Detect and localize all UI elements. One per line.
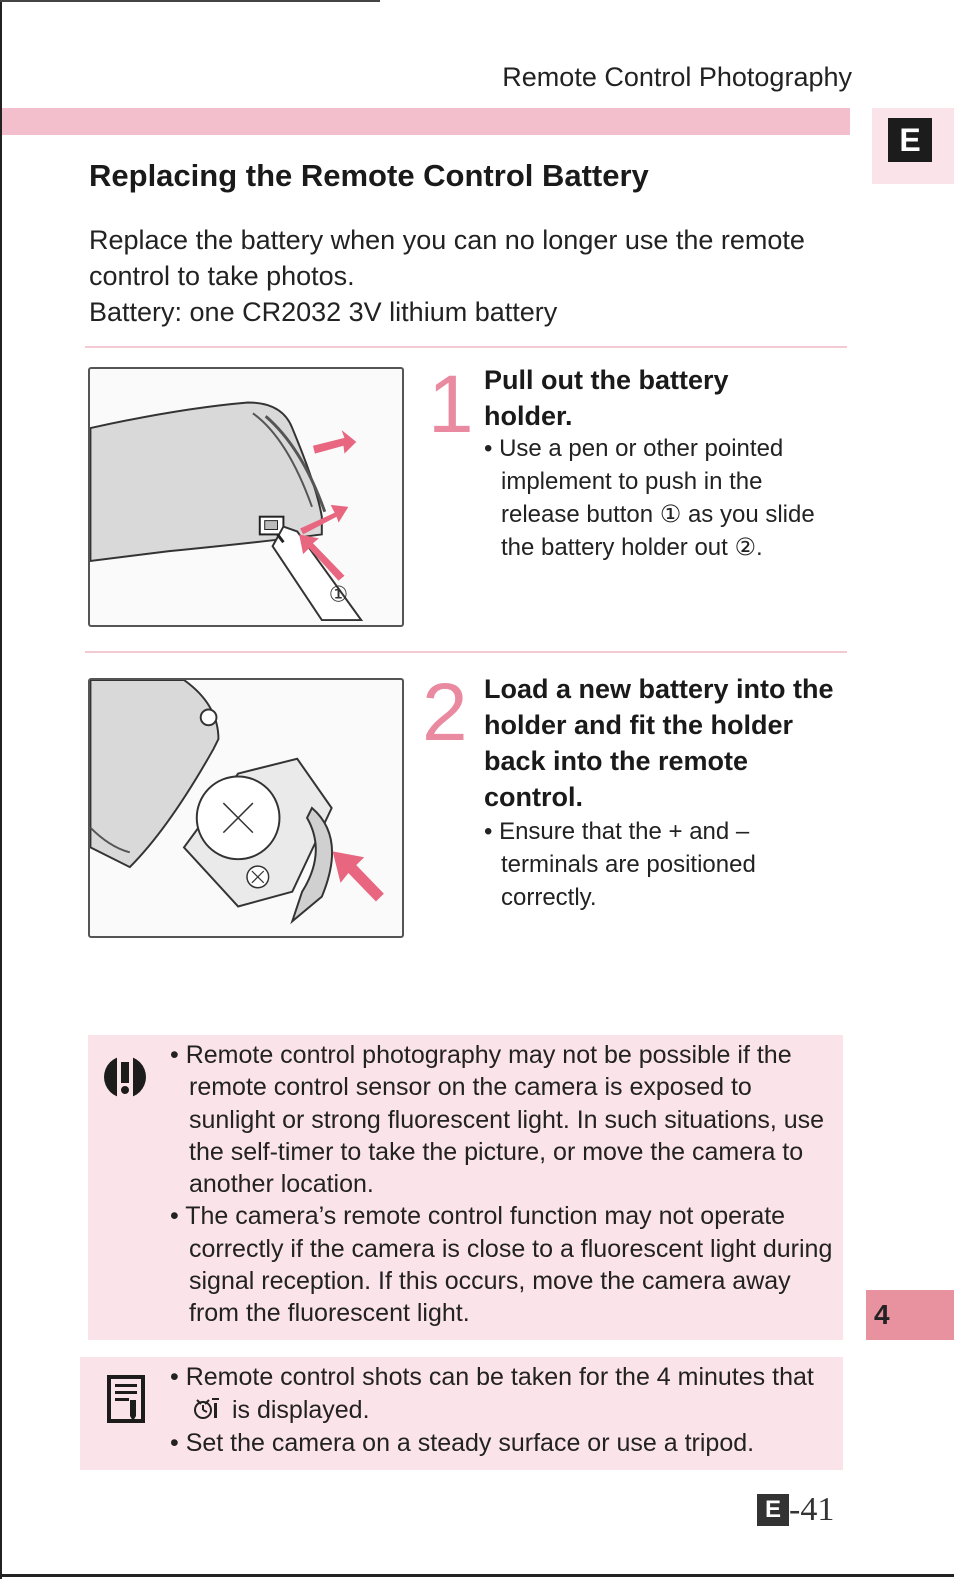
step-2-illustration	[88, 678, 404, 938]
running-header: Remote Control Photography	[502, 62, 852, 92]
note-item	[170, 1361, 842, 1427]
step-2-title: Load a new battery into the holder and fit the holder back into the remote control.	[484, 674, 834, 812]
page-edge-top	[0, 0, 380, 2]
divider	[85, 346, 847, 348]
remote-timer-icon	[193, 1397, 221, 1421]
intro-line: Replace the battery when you can no longer use the remote control to take photos.	[89, 225, 805, 291]
insert-arrow	[333, 851, 384, 901]
section-title: Replacing the Remote Control Battery	[89, 158, 649, 193]
step-2-bullet-text: • Ensure that the + and – terminals are positioned correctly.	[484, 818, 756, 911]
battery-loading-drawing	[90, 680, 402, 936]
step-1-bullet	[484, 432, 824, 564]
language-tab: E	[888, 118, 932, 162]
step-1-bullet-text: • Use a pen or other pointed implement to push in the release button ① as you slide the battery holder out ②.	[484, 435, 815, 561]
intro-text	[89, 222, 829, 330]
page-number-value: -41	[789, 1491, 835, 1528]
callout-1: ①	[328, 582, 349, 608]
divider	[85, 651, 847, 653]
slide-out-arrow	[313, 430, 356, 454]
note-item: • Set the camera on a steady surface or use a tripod.	[170, 1429, 755, 1457]
note-item-text: • Remote control shots can be taken for the 4 minutes that	[170, 1363, 814, 1391]
note-list	[170, 1361, 842, 1460]
remote-battery-holder-drawing	[90, 369, 402, 625]
step-2-bullet	[484, 815, 809, 914]
page-edge-left	[0, 0, 2, 1579]
caution-list	[170, 1039, 842, 1330]
page-letter: E	[757, 1494, 789, 1526]
page-number	[757, 1490, 834, 1530]
step-1-title: Pull out the battery holder.	[484, 365, 729, 431]
caution-item: • Remote control photography may not be possible if the remote control sensor on the camera is exposed to sunlight or strong fluorescent light. In such situations, use the self-timer to take the picture, or move the camera to another location.	[170, 1041, 825, 1199]
caution-item: • The camera’s remote control function may not operate correctly if the camera is close to a fluorescent light during signal reception. If this occurs, move the camera away from the fluorescent light.	[170, 1202, 833, 1328]
step-2-number: 2	[422, 667, 468, 758]
step-1-illustration	[88, 367, 404, 627]
note-item-text: is displayed.	[231, 1396, 370, 1424]
chapter-tab: 4	[866, 1290, 954, 1340]
step-1-number: 1	[428, 359, 474, 450]
page-edge-bottom	[0, 1574, 954, 1577]
battery-spec: Battery: one CR2032 3V lithium battery	[89, 297, 558, 327]
memo-icon	[106, 1374, 146, 1424]
header-band	[2, 108, 850, 135]
caution-icon	[102, 1054, 148, 1100]
